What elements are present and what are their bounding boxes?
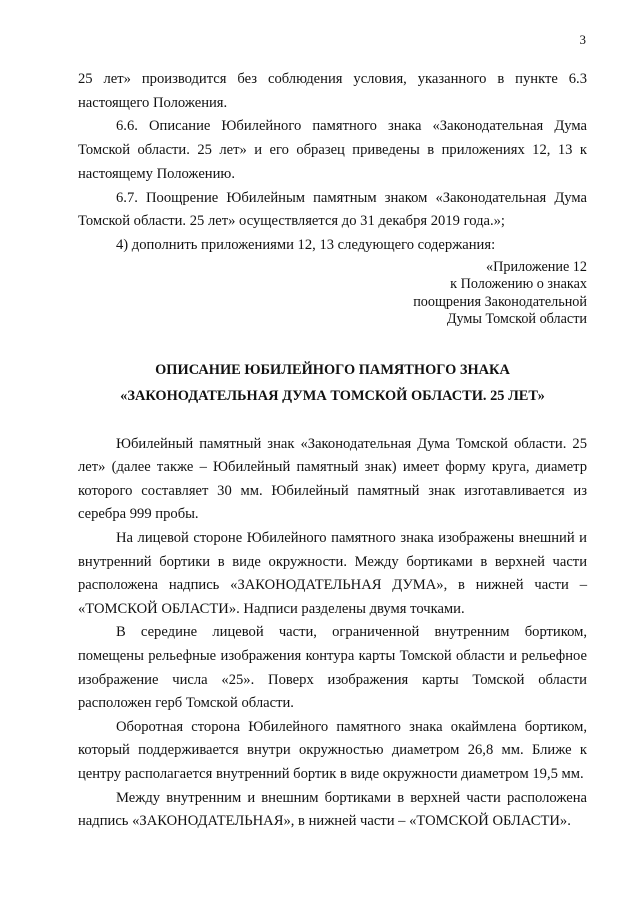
appendix-line: «Приложение 12	[486, 258, 587, 275]
document-body	[78, 68, 587, 834]
section-heading	[78, 357, 587, 409]
description-paragraph: Оборотная сторона Юбилейного памятного знака окаймлена бортиком, который поддерживается внутри окружностью диаметром 26,8 мм. Ближе к центру располагается внутренний бортик в виде окружности диаметром 19,5 мм.	[78, 718, 587, 782]
paragraph-item-4: 4) дополнить приложениями 12, 13 следующего содержания:	[116, 236, 496, 253]
page-number: 3	[579, 32, 586, 47]
appendix-line: поощрения Законодательной	[413, 293, 587, 310]
description-paragraph: Между внутренним и внешним бортиками в верхней части расположена надпись «ЗАКОНОДАТЕЛЬНАЯ», в нижней части – «ТОМСКОЙ ОБЛАСТИ».	[78, 789, 587, 830]
description-paragraph: Юбилейный памятный знак «Законодательная Дума Томской области. 25 лет» (далее также – Юбилейный памятный знак) имеет форму круга, диаметр которого составляет 30 мм. Юбилейный памятный знак изготавливается из серебра 999 пробы.	[78, 435, 587, 523]
heading-line: «ЗАКОНОДАТЕЛЬНАЯ ДУМА ТОМСКОЙ ОБЛАСТИ. 25 ЛЕТ»	[120, 387, 545, 404]
description-paragraph: В середине лицевой части, ограниченной внутренним бортиком, помещены рельефные изображения контура карты Томской области и рельефное изображение числа «25». Поверх изображения карты Томской области расположен герб Томской области.	[78, 624, 587, 712]
paragraph-6-7: 6.7. Поощрение Юбилейным памятным знаком «Законодательная Дума Томской области. 25 лет» осуществляется до 31 декабря 2019 года.»;	[78, 189, 587, 230]
heading-line: ОПИСАНИЕ ЮБИЛЕЙНОГО ПАМЯТНОГО ЗНАКА	[155, 361, 510, 378]
appendix-line: к Положению о знаках	[450, 276, 587, 293]
appendix-line: Думы Томской области	[446, 311, 587, 328]
paragraph-continuation: 25 лет» производится без соблюдения условия, указанного в пункте 6.3 настоящего Положения.	[78, 71, 587, 111]
description-paragraph: На лицевой стороне Юбилейного памятного знака изображены внешний и внутренний бортики в виде окружности. Между бортиками в верхней части расположена надпись «ЗАКОНОДАТЕЛЬНАЯ ДУМА», в нижней части – «ТОМСКОЙ ОБЛАСТИ». Надписи разделены двумя точками.	[78, 530, 587, 617]
description-section	[78, 433, 587, 834]
paragraph-6-6: 6.6. Описание Юбилейного памятного знака «Законодательная Дума Томской области. 25 лет» и его образец приведены в приложениях 12, 13 к настоящему Положению.	[78, 118, 587, 182]
appendix-reference	[78, 259, 587, 329]
